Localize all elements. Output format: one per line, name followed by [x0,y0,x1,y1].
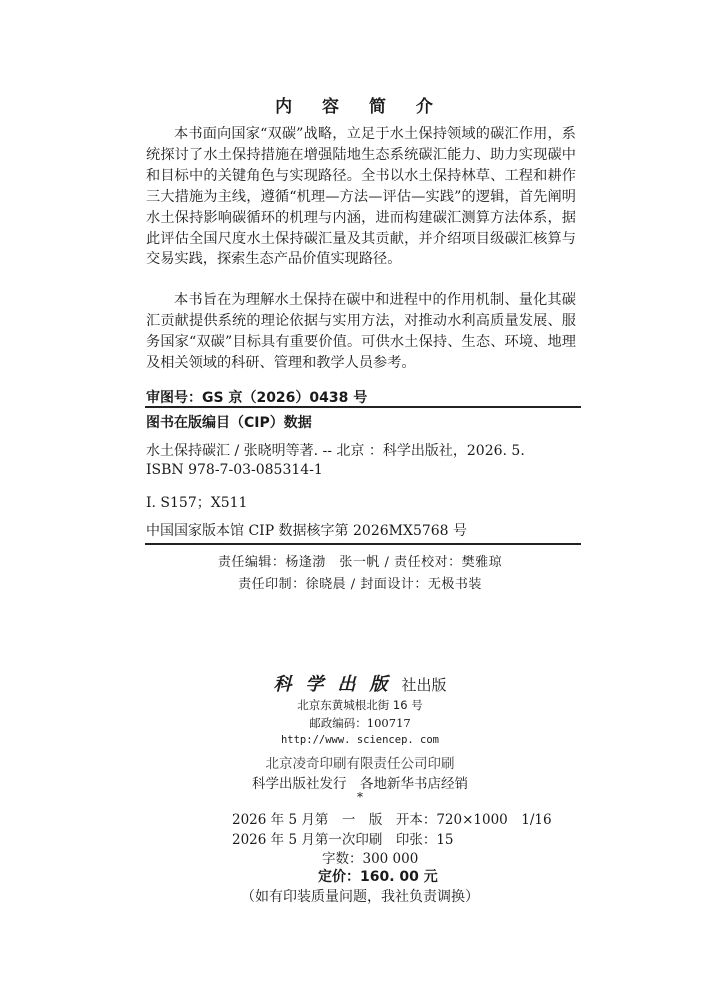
edition-info: 2026 年 5 月第 一 版 开本：720×1000 1/16 [232,812,552,828]
publisher-logo-text: 科学出版 [273,674,402,695]
publisher-suffix: 社出版 [401,676,447,694]
cip-classification: Ⅰ. S157；X511 [146,495,248,511]
publisher-name [0,670,720,696]
summary-paragraph-1: 本书面向国家“双碳”战略，立足于水土保持领域的碳汇作用，系统探讨了水土保持措施在增强陆地生态系统碳汇能力、助力实现碳中和目标中的关键角色与实现路径。全书以水土保持林草、工程和耕作三大措施为主线，遵循“机理—方法—评估—实践”的逻辑，首先阐明水土保持影响碳循环的机理与内涵，进而构建碳汇测算方法体系，据此评估全国尺度水土保持碳汇量及其贡献，并介绍项目级碳汇核算与交易实践，探索生态产品价值实现路径。 [146,126,576,268]
cip-heading: 图书在版编目（CIP）数据 [146,415,312,431]
cip-bottom-divider [145,543,581,545]
publisher-url: http://www. sciencep. com [280,734,440,746]
printing-info: 2026 年 5 月第一次印刷 印张：15 [232,832,454,848]
production-credits: 责任印制：徐晓晨 / 封面设计：无极书装 [238,577,482,592]
map-approval-number: 审图号：GS 京（2026）0438 号 [146,390,368,406]
summary-paragraph-2: 本书旨在为理解水土保持在碳中和进程中的作用机制、量化其碳汇贡献提供系统的理论依据与实用方法，对推动水利高质量发展、服务国家“双碳”目标具有重要价值。可供水土保持、生态、环境、地理及相关领域的科研、管理和教学人员参考。 [146,292,576,371]
word-count: 字数：300 000 [322,851,419,867]
publisher-postcode: 邮政编码：100717 [309,716,411,730]
distribution: 科学出版社发行 各地新华书店经销 [252,776,468,792]
editor-credits: 责任编辑：杨逢渤 张一帆 / 责任校对：樊雅琼 [217,555,503,570]
publisher-address: 北京东黄城根北街 16 号 [297,698,423,712]
cip-title-line: 水土保持碳汇 / 张晓明等著. -- 北京 ：科学出版社，2026. 5. [146,443,525,459]
page-title: 内 容 简 介 [275,97,445,117]
price: 定价：160. 00 元 [318,869,438,885]
quality-notice: （如有印装质量问题，我社负责调换） [241,889,479,905]
cip-isbn: ISBN 978-7-03-085314-1 [146,462,323,478]
printer: 北京凌奇印刷有限责任公司印刷 [265,756,455,772]
cip-top-divider [145,406,581,408]
cip-verification: 中国国家版本馆 CIP 数据核字第 2026MX5768 号 [146,523,468,539]
separator-asterisk: * [357,790,363,804]
